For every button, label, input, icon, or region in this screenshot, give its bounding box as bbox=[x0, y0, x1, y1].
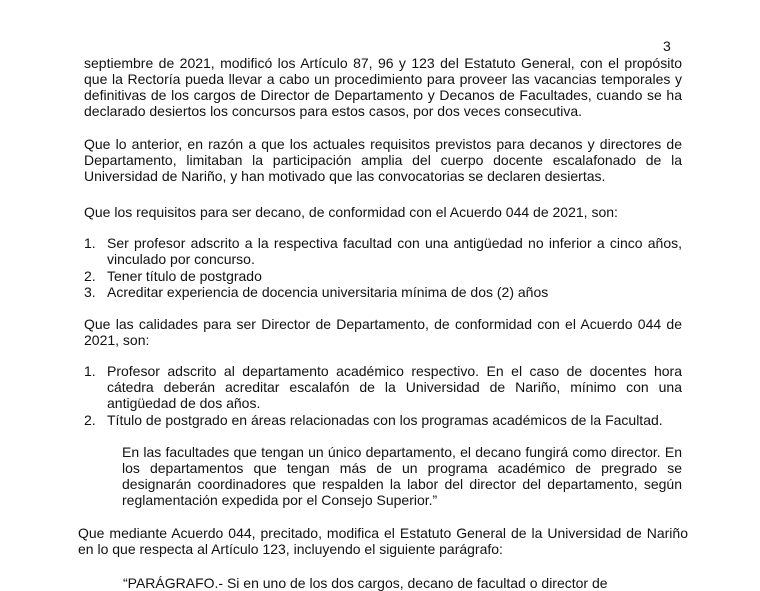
quote-block: En las facultades que tengan un único departamento, el decano fungirá como director. En los departamentos que tengan más de un programa académico de pregrado se designarán coordinadores que respalden la labor del director del departamento, según reglamentación expedida por el Consejo Superior.” bbox=[122, 444, 682, 508]
list-number: 1. bbox=[84, 363, 96, 379]
paragraph: Que mediante Acuerdo 044, precitado, modifica el Estatuto General de la Universidad de Nariño en lo que respecta al Artículo 123, incluyendo el siguiente parágrafo: bbox=[78, 525, 688, 557]
list-number: 2. bbox=[84, 268, 96, 284]
page-number: 3 bbox=[663, 38, 671, 54]
paragraph: Que las calidades para ser Director de Departamento, de conformidad con el Acuerdo 044 de 2021, son: bbox=[84, 316, 682, 348]
list-text: Tener título de postgrado bbox=[107, 268, 262, 284]
paragraph: Que los requisitos para ser decano, de conformidad con el Acuerdo 044 de 2021, son: bbox=[84, 204, 618, 220]
list-number: 3. bbox=[84, 284, 96, 300]
cut-off-line: “PARÁGRAFO.- Si en uno de los dos cargos, decano de facultad o director de bbox=[123, 575, 608, 591]
list-text: Ser profesor adscrito a la respectiva facultad con una antigüedad no inferior a cinco años, vinculado por concurso. bbox=[107, 235, 682, 267]
list-number: 2. bbox=[84, 412, 96, 428]
list-number: 1. bbox=[84, 235, 96, 251]
list-text: Profesor adscrito al departamento académico respectivo. En el caso de docentes hora cátedra deberán acreditar escalafón de la Universidad de Nariño, mínimo con una antigüedad de dos años. bbox=[107, 363, 682, 411]
paragraph: septiembre de 2021, modificó los Artículo 87, 96 y 123 del Estatuto General, con el propósito que la Rectoría pueda llevar a cabo un procedimiento para proveer las vacancias temporales y definitivas de los cargos de Director de Departamento y Decanos de Facultades, cuando se ha declarado desiertos los concursos para estos casos, por dos veces consecutiva. bbox=[84, 55, 682, 119]
list-text: Título de postgrado en áreas relacionadas con los programas académicos de la Facultad. bbox=[107, 412, 663, 428]
list-text: Acreditar experiencia de docencia universitaria mínima de dos (2) años bbox=[107, 284, 549, 300]
paragraph: Que lo anterior, en razón a que los actuales requisitos previstos para decanos y directores de Departamento, limitaban la participación amplia del cuerpo docente escalafonado de la Universidad de Nariño, y han motivado que las convocatorias se declaren desiertas. bbox=[84, 136, 682, 184]
